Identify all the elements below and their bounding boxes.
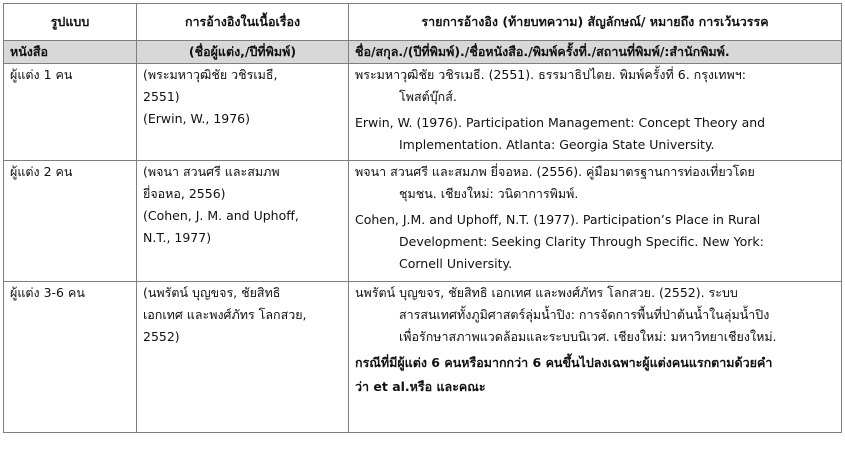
reference-entry — [355, 64, 835, 108]
citation-line: (พจนา สวนศรี และสมภพ — [143, 164, 280, 179]
header-format: รูปแบบ — [4, 4, 137, 41]
reference-line: Cohen, J.M. and Uphoff, N.T. (1977). Participation’s Place in Rural — [355, 212, 761, 227]
reference-entry — [355, 282, 835, 348]
header-in-text: การอ้างอิงในเนื้อเรื่อง — [137, 4, 349, 41]
citation-line: N.T., 1977) — [143, 230, 212, 245]
in-text-citation — [137, 161, 349, 282]
reference-line: นพรัตน์ บุญขจร, ชัยสิทธิ เอกเทศ และพงศ์ภัทร โลกสวย. (2552). ระบบ — [355, 285, 738, 300]
citation-line: 2551) — [143, 89, 180, 104]
subheader-bibliography: ชื่อ/สกุล./(ปีที่พิมพ์)./ชื่อหนังสือ./พิมพ์ครั้งที่./สถานที่พิมพ์/:สำนักพิมพ์. — [349, 41, 842, 64]
citation-line: เอกเทศ และพงศ์ภัทร โลกสวย, — [143, 307, 307, 322]
et-al-note: ว่า et al.หรือ และคณะ — [355, 379, 486, 394]
reference-line: Development: Seeking Clarity Through Specific. New York: — [399, 234, 764, 249]
in-text-citation — [137, 64, 349, 161]
reference-line: โพสต์บุ๊กส์. — [399, 89, 457, 104]
citation-line: ยี่จอหอ, 2556) — [143, 186, 226, 201]
subheader-type: หนังสือ — [4, 41, 137, 64]
row-label: ผู้แต่ง 2 คน — [4, 161, 137, 282]
citation-line: (นพรัตน์ บุญขจร, ชัยสิทธิ — [143, 285, 281, 300]
table-subheader-row — [4, 41, 842, 64]
citation-line: (Erwin, W., 1976) — [143, 111, 251, 126]
bibliography-cell — [349, 161, 842, 282]
et-al-note: กรณีที่มีผู้แต่ง 6 คนหรือมากกว่า 6 คนขึ้นไปลงเฉพาะผู้แต่งคนแรกตามด้วยคำ — [355, 355, 773, 370]
row-label: ผู้แต่ง 3-6 คน — [4, 282, 137, 433]
table-row — [4, 64, 842, 161]
reference-line: Erwin, W. (1976). Participation Management: Concept Theory and — [355, 115, 766, 130]
subheader-in-text: (ชื่อผู้แต่ง,/ปีที่พิมพ์) — [137, 41, 349, 64]
reference-line: ชุมชน. เชียงใหม่: วนิดาการพิมพ์. — [399, 186, 579, 201]
reference-entry — [355, 209, 835, 275]
reference-line: Cornell University. — [399, 256, 513, 271]
reference-entry — [355, 112, 835, 156]
bibliography-cell — [349, 64, 842, 161]
reference-line: พจนา สวนศรี และสมภพ ยี่จอหอ. (2556). คู่มือมาตรฐานการท่องเที่ยวโดย — [355, 164, 755, 179]
header-bibliography: รายการอ้างอิง (ท้ายบทความ) สัญลักษณ์/ หมายถึง การเว้นวรรค — [349, 4, 842, 41]
in-text-citation — [137, 282, 349, 433]
reference-format-table — [3, 3, 842, 433]
citation-line: (Cohen, J. M. and Uphoff, — [143, 208, 299, 223]
citation-line: (พระมหาวุฒิชัย วชิรเมธี, — [143, 67, 278, 82]
reference-line: พระมหาวุฒิชัย วชิรเมธี. (2551). ธรรมาธิปไตย. พิมพ์ครั้งที่ 6. กรุงเทพฯ: — [355, 67, 747, 82]
reference-line: Implementation. Atlanta: Georgia State University. — [399, 137, 715, 152]
reference-entry — [355, 161, 835, 205]
bibliography-cell — [349, 282, 842, 433]
table-row — [4, 161, 842, 282]
table-row — [4, 282, 842, 433]
reference-line: เพื่อรักษาสภาพแวดล้อมและระบบนิเวศ. เชียงใหม่: มหาวิทยาเชียงใหม่. — [399, 329, 777, 344]
row-label: ผู้แต่ง 1 คน — [4, 64, 137, 161]
reference-line: สารสนเทศทั้งภูมิศาสตร์ลุ่มน้ำปิง: การจัดการพื้นที่ป่าต้นน้ำในลุ่มน้ำปิง — [399, 307, 770, 322]
citation-line: 2552) — [143, 329, 180, 344]
table-header-row — [4, 4, 842, 41]
